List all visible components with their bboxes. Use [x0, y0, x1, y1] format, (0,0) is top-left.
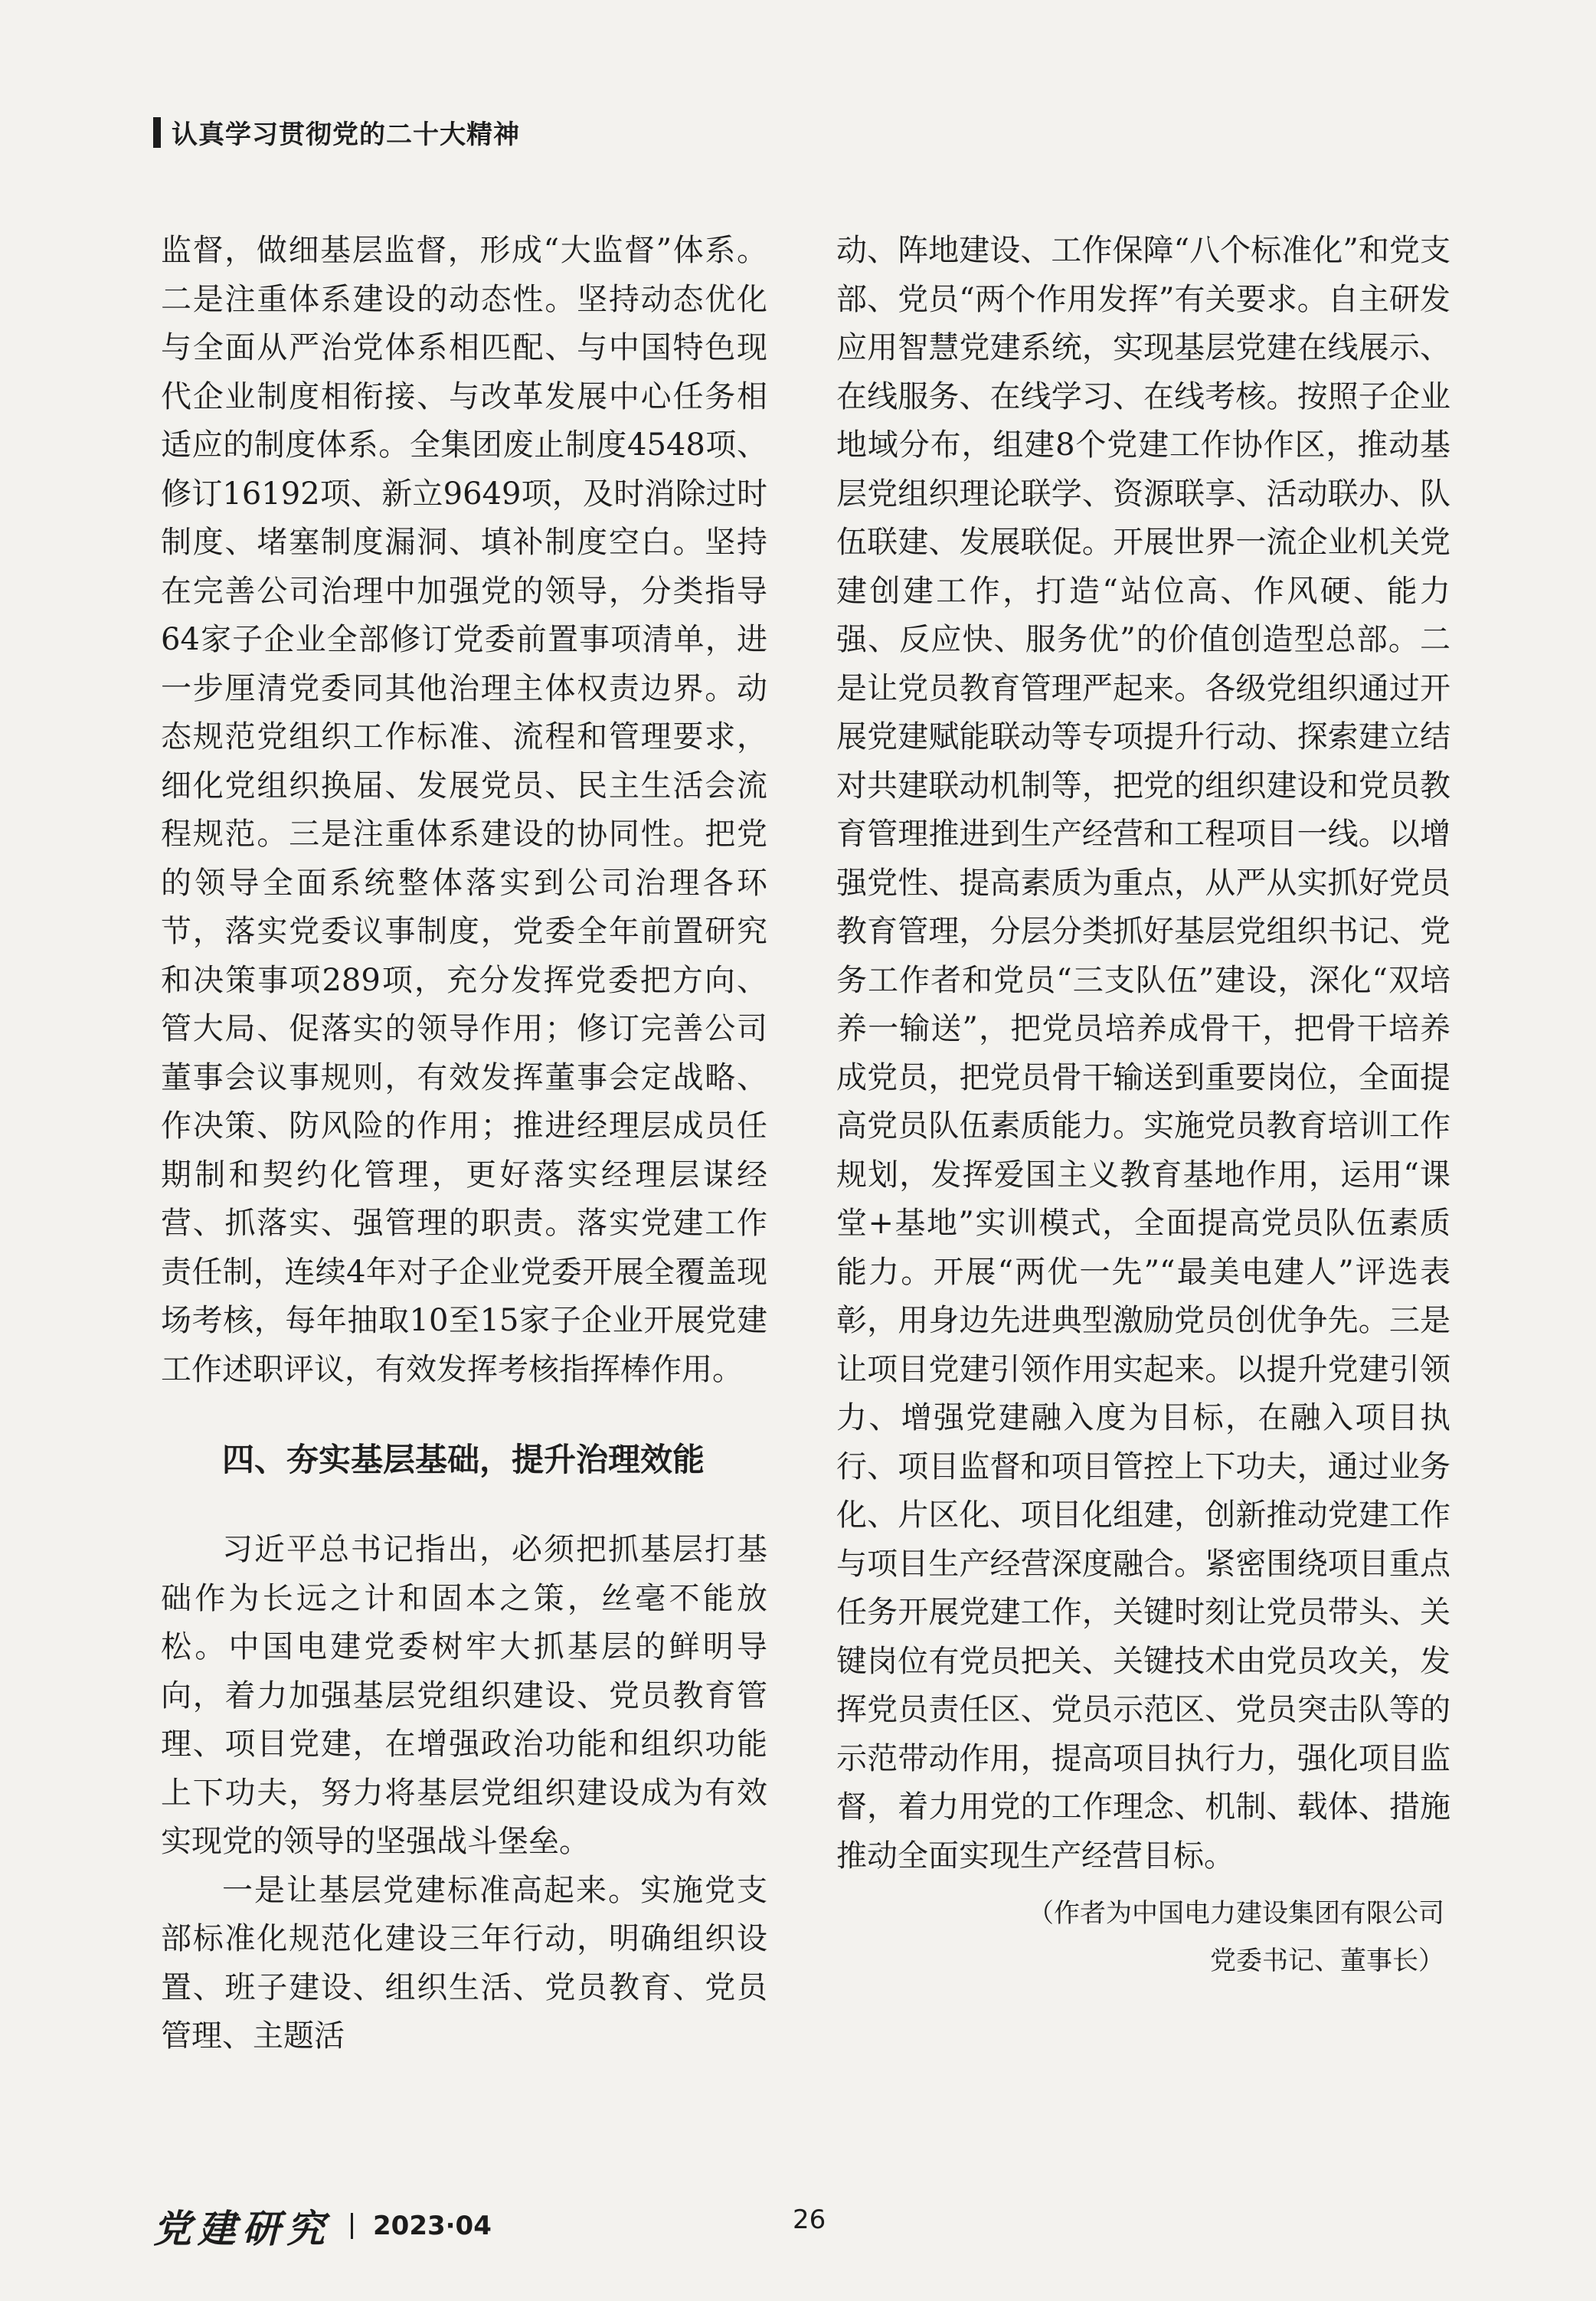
- left-paragraph-3: 一是让基层党建标准高起来。实施党支部标准化规范化建设三年行动，明确组织设置、班子建设、组织生活、党员教育、党员管理、主题活: [161, 1872, 767, 2054]
- magazine-logo: 党建研究: [153, 2206, 331, 2251]
- header-bar-mark: [153, 117, 161, 148]
- left-paragraph-2: 习近平总书记指出，必须把抓基层打基础作为长远之计和固本之策，丝毫不能放松。中国电建党委树牢大抓基层的鲜明导向，着力加强基层党组织建设、党员教育管理、项目党建，在增强政治功能和组织功能上下功夫，努力将基层党组织建设成为有效实现党的领导的坚强战斗堡垒。: [161, 1532, 767, 1859]
- running-header-title: 认真学习贯彻党的二十大精神: [172, 119, 520, 150]
- author-note-line-1: （作者为中国电力建设集团有限公司: [1028, 1898, 1444, 1929]
- page-number: 26: [793, 2204, 826, 2235]
- page-footer: [153, 2198, 492, 2254]
- right-paragraph-1: 动、阵地建设、工作保障“八个标准化”和党支部、党员“两个作用发挥”有关要求。自主研发应用智慧党建系统，实现基层党建在线展示、在线服务、在线学习、在线考核。按照子企业地域分布，组建8个党建工作协作区，推动基层党组织理论联学、资源联享、活动联办、队伍联建、发展联促。开展世界一流企业机关党建创建工作，打造“站位高、作风硬、能力强、反应快、服务优”的价值创造型总部。二是让党员教育管理严起来。各级党组织通过开展党建赋能联动等专项提升行动、探索建立结对共建联动机制等，把党的组织建设和党员教育管理推进到生产经营和工程项目一线。以增强党性、提高素质为重点，从严从实抓好党员教育管理，分层分类抓好基层党组织书记、党务工作者和党员“三支队伍”建设，深化“双培养一输送”，把党员培养成骨干，把骨干培养成党员，把党员骨干输送到重要岗位，全面提高党员队伍素质能力。实施党员教育培训工作规划，发挥爱国主义教育基地作用，运用“课堂+基地”实训模式，全面提高党员队伍素质能力。开展“两优一先”“最美电建人”评选表彰，用身边先进典型激励党员创优争先。三是让项目党建引领作用实起来。以提升党建引领力、增强党建融入度为目标，在融入项目执行、项目监督和项目管控上下功夫，通过业务化、片区化、项目化组建，创新推动党建工作与项目生产经营深度融合。紧密围绕项目重点任务开展党建工作，关键时刻让党员带头、关键岗位有党员把关、关键技术由党员攻关，发挥党员责任区、党员示范区、党员突击队等的示范带动作用，提高项目执行力，强化项目监督，着力用党的工作理念、机制、载体、措施推动全面实现生产经营目标。: [836, 233, 1450, 1874]
- section-heading: 四、夯实基层基础，提升治理效能: [222, 1441, 705, 1478]
- left-paragraph-1: 监督，做细基层监督，形成“大监督”体系。二是注重体系建设的动态性。坚持动态优化与全面从严治党体系相匹配、与中国特色现代企业制度相衔接、与改革发展中心任务相适应的制度体系。全集团废止制度4548项、修订16192项、新立9649项，及时消除过时制度、堵塞制度漏洞、填补制度空白。坚持在完善公司治理中加强党的领导，分类指导64家子企业全部修订党委前置事项清单，进一步厘清党委同其他治理主体权责边界。动态规范党组织工作标准、流程和管理要求，细化党组织换届、发展党员、民主生活会流程规范。三是注重体系建设的协同性。把党的领导全面系统整体落实到公司治理各环节，落实党委议事制度，党委全年前置研究和决策事项289项，充分发挥党委把方向、管大局、促落实的领导作用；修订完善公司董事会议事规则，有效发挥董事会定战略、作决策、防风险的作用；推进经理层成员任期制和契约化管理，更好落实经理层谋经营、抓落实、强管理的职责。落实党建工作责任制，连续4年对子企业党委开展全覆盖现场考核，每年抽取10至15家子企业开展党建工作述职评议，有效发挥考核指挥棒作用。: [161, 233, 767, 1387]
- issue-number: 2023·04: [373, 2211, 492, 2241]
- right-column: [836, 227, 1450, 1985]
- author-note: [836, 1890, 1450, 1985]
- left-column: [161, 227, 767, 2061]
- author-note-line-2: 党委书记、董事长）: [1210, 1946, 1444, 1976]
- footer-separator: [351, 2213, 353, 2239]
- running-header: [153, 113, 520, 151]
